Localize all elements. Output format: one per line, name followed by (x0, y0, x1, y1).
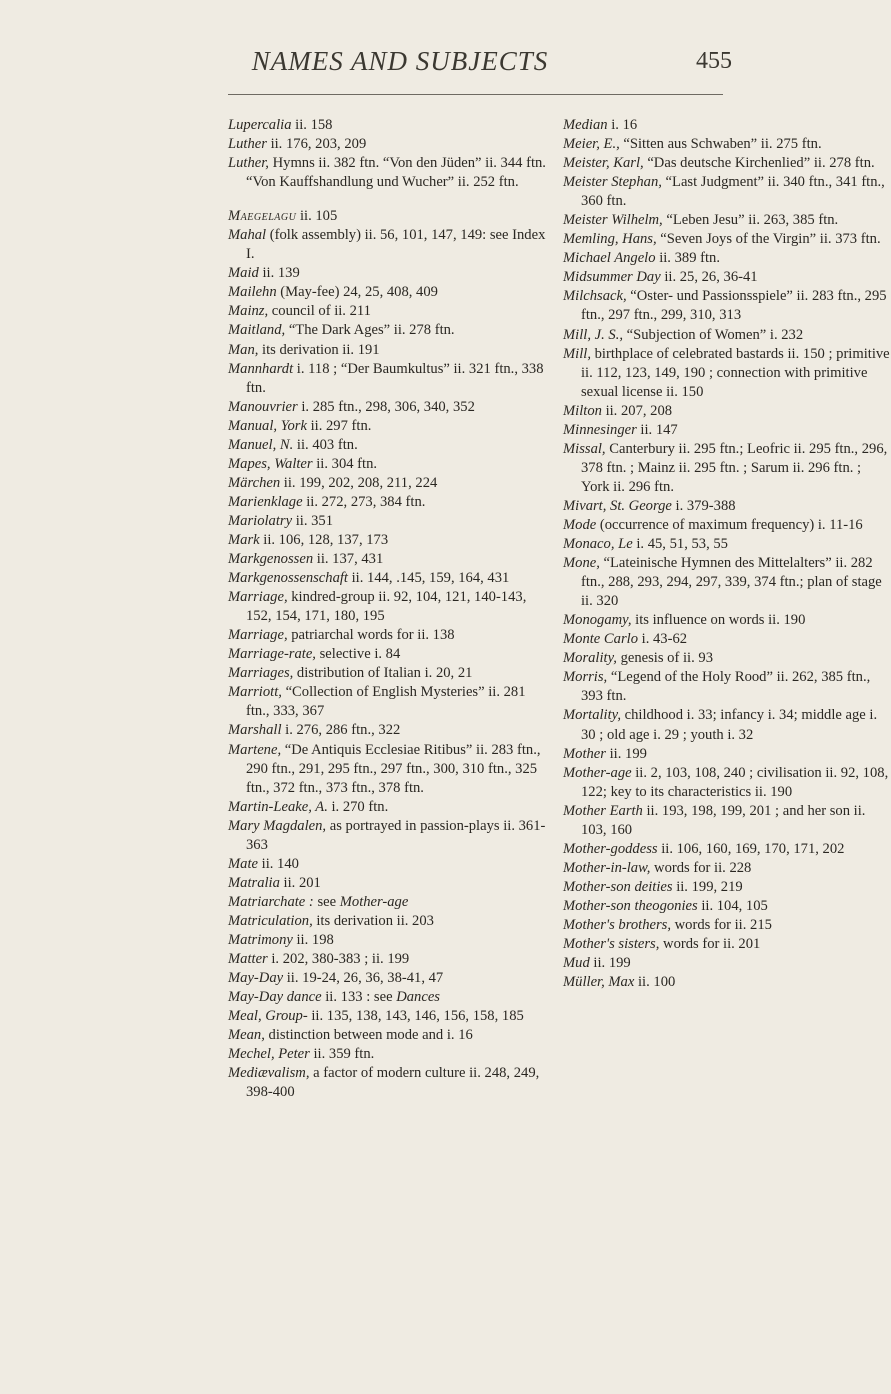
entry-heading: Markgenossen (228, 551, 314, 568)
index-entry (228, 264, 548, 283)
index-entry (228, 283, 548, 302)
index-entry (228, 493, 548, 512)
index-entry (228, 135, 548, 154)
index-entry (228, 1045, 548, 1064)
index-entry (228, 626, 548, 645)
index-entry (228, 417, 548, 436)
running-head (0, 46, 800, 86)
entry-references: ii. 389 ftn. (655, 250, 721, 267)
entry-references: (May-fee) 24, 25, 408, 409 (276, 284, 438, 301)
index-entry (563, 840, 891, 859)
index-entry (228, 531, 548, 550)
entry-heading: Mode (563, 516, 597, 533)
index-entry (563, 630, 891, 649)
index-entry (228, 931, 548, 950)
index-entry (563, 878, 891, 897)
entry-heading: Man, (228, 341, 259, 358)
entry-heading: Maitland, (228, 322, 286, 339)
index-entry (563, 611, 891, 630)
entry-references: ii. 199 (605, 745, 647, 762)
entry-references: words for ii. 201 (659, 936, 761, 953)
entry-heading: Mailehn (228, 284, 277, 301)
left-column (228, 116, 548, 1102)
index-entry (228, 912, 548, 931)
entry-heading: Mivart, St. George (563, 497, 672, 514)
index-entry (563, 345, 891, 402)
entry-heading: Mother-son deities (563, 878, 673, 895)
entry-references: ii. 105 (296, 208, 338, 225)
entry-references: ii. 137, 431 (313, 551, 384, 568)
entry-references: “Legend of the Holy Rood” ii. 262, 385 ftn., 393 ftn. (581, 669, 871, 705)
entry-heading: Markgenossenschaft (228, 570, 348, 587)
entry-references: words for ii. 228 (650, 859, 752, 876)
entry-references: ii. 198 (292, 931, 334, 948)
entry-references: “Last Judgment” ii. 340 ftn., 341 ftn., 360 ftn. (581, 174, 885, 210)
entry-references: i. 379-388 (671, 497, 736, 514)
entry-references: ii. 25, 26, 36-41 (660, 269, 758, 286)
index-entry (228, 398, 548, 417)
entry-heading: Matriculation, (228, 912, 313, 929)
entry-heading: Missal, (563, 440, 606, 457)
entry-references: its derivation ii. 203 (312, 912, 434, 929)
index-entry (228, 817, 548, 855)
entry-references: ii. 135, 138, 143, 146, 156, 158, 185 (307, 1008, 524, 1025)
page-title: NAMES AND SUBJECTS (251, 46, 549, 76)
index-entry (228, 116, 548, 135)
entry-heading: Meister Stephan, (563, 174, 662, 191)
index-entry (228, 683, 548, 721)
entry-references: “Seven Joys of the Virgin” ii. 373 ftn. (656, 231, 881, 248)
entry-heading: Mother (563, 745, 606, 762)
index-entry (228, 874, 548, 893)
entry-heading: Mill, J. S., (563, 326, 623, 343)
entry-heading: Marriage-rate, (228, 646, 316, 663)
entry-heading: Meister Wilhelm, (563, 212, 663, 229)
entry-references: genesis of ii. 93 (616, 650, 713, 667)
entry-heading: Meier, E., (563, 136, 620, 153)
index-entry (228, 1064, 548, 1102)
index-entry (563, 497, 891, 516)
index-entry (563, 516, 891, 535)
index-entry (563, 135, 891, 154)
entry-heading: Memling, Hans, (563, 231, 657, 248)
entry-references: ii. 304 ftn. (312, 455, 378, 472)
index-entry (563, 173, 891, 211)
index-entry (228, 664, 548, 683)
entry-heading: Martene, (228, 741, 282, 758)
entry-heading: Mean, (228, 1027, 265, 1044)
entry-references: ii. 106, 128, 137, 173 (259, 531, 389, 548)
entry-references: ii. 133 : see (321, 989, 397, 1006)
index-entry (563, 326, 891, 345)
index-entry (563, 706, 891, 744)
entry-references: birthplace of celebrated bastards ii. 150 ; primitive ii. 112, 123, 149, 190 ; connection with primitive sexual license ii. 150 (581, 345, 890, 400)
entry-heading: Luther (228, 136, 267, 153)
entry-heading: Mediævalism, (228, 1065, 310, 1082)
entry-heading: Marshall (228, 722, 282, 739)
entry-heading: Morality, (563, 650, 617, 667)
index-entry (563, 897, 891, 916)
entry-heading: Mother-age (563, 764, 632, 781)
entry-references: ii. 359 ftn. (309, 1046, 375, 1063)
index-entry (563, 649, 891, 668)
entry-references: selective i. 84 (315, 646, 401, 663)
index-entry (563, 668, 891, 706)
entry-references: ii. 2, 103, 108, 240 ; civilisation ii. 92, 108, 122; key to its characteristics ii. 190 (581, 764, 889, 800)
entry-references: ii. 199, 202, 208, 211, 224 (280, 474, 438, 491)
index-entry (228, 1026, 548, 1045)
entry-heading: Manouvrier (228, 398, 298, 415)
index-entry (228, 474, 548, 493)
index-entry (563, 554, 891, 611)
entry-references: i. 45, 51, 53, 55 (632, 536, 728, 553)
entry-heading: Mother's sisters, (563, 936, 660, 953)
entry-heading: Manual, York (228, 417, 307, 434)
index-entry (563, 859, 891, 878)
entry-heading: Maid (228, 265, 259, 282)
index-entry (563, 954, 891, 973)
entry-references: i. 43-62 (638, 631, 688, 648)
index-entry (228, 455, 548, 474)
entry-heading: Morris, (563, 669, 608, 686)
index-entry (563, 116, 891, 135)
entry-heading: Mate (228, 855, 258, 872)
entry-heading: Maegelagu (228, 208, 297, 225)
entry-heading: Mone, (563, 555, 600, 572)
index-entry (228, 798, 548, 817)
index-entry (228, 893, 548, 912)
index-entry (563, 402, 891, 421)
entry-references: a factor of modern culture ii. 248, 249, 398-400 (246, 1065, 540, 1101)
entry-heading: Mud (563, 955, 590, 972)
entry-heading: May-Day (228, 970, 284, 987)
entry-references: ii. 403 ftn. (293, 436, 358, 453)
entry-heading: Martin-Leake, A. (228, 798, 328, 815)
entry-heading: Mortality, (563, 707, 621, 724)
entry-references: ii. 106, 160, 169, 170, 171, 202 (657, 840, 845, 857)
entry-references: ii. 351 (292, 512, 334, 529)
index-entry (228, 1007, 548, 1026)
entry-heading: Mother-in-law, (563, 859, 651, 876)
entry-heading: Marriott, (228, 684, 282, 701)
entry-references: its derivation ii. 191 (258, 341, 380, 358)
entry-heading: Mannhardt (228, 360, 294, 377)
entry-references: i. 202, 380-383 ; ii. 199 (267, 951, 410, 968)
index-entry (228, 360, 548, 398)
index-entry (228, 226, 548, 264)
entry-references: Canterbury ii. 295 ftn.; Leofric ii. 295 ftn., 296, 378 ftn. ; Mainz ii. 295 ftn. ; Sarum ii. 296 ftn. ; York ii. 296 ftn. (581, 440, 888, 495)
entry-references: ii. 147 (636, 421, 678, 438)
entry-references: ii. 140 (258, 855, 299, 872)
index-entry (563, 249, 891, 268)
entry-heading: Milchsack, (563, 288, 627, 305)
entry-heading: May-Day dance (228, 989, 322, 1006)
index-entry (228, 207, 548, 226)
entry-references: ii. 158 (291, 117, 333, 133)
entry-heading: Mill, (563, 345, 591, 362)
index-entry (228, 721, 548, 740)
index-entry (228, 341, 548, 360)
entry-heading: Marriages, (228, 665, 294, 682)
entry-references: (occurrence of maximum frequency) i. 11-16 (596, 516, 863, 533)
entry-heading: Mariolatry (228, 512, 293, 529)
index-entry (228, 154, 548, 192)
entry-heading: Mother-goddess (563, 840, 658, 857)
index-entry (228, 988, 548, 1007)
entry-references: i. 276, 286 ftn., 322 (281, 722, 401, 739)
entry-references: ii. 139 (258, 265, 300, 282)
entry-references: its influence on words ii. 190 (631, 612, 806, 629)
entry-heading: Mother's brothers, (563, 916, 671, 933)
index-entry (563, 745, 891, 764)
index-entry (563, 935, 891, 954)
index-entry (563, 973, 891, 992)
index-entry (228, 950, 548, 969)
entry-heading: Luther, (228, 155, 269, 172)
entry-references: “The Dark Ages” ii. 278 ftn. (285, 322, 455, 339)
index-entry (563, 440, 891, 497)
entry-heading: Matralia (228, 874, 280, 891)
header-rule (228, 94, 723, 95)
entry-references: ii. 207, 208 (601, 402, 673, 419)
entry-heading: Minnesinger (563, 421, 637, 438)
entry-heading: Meister, Karl, (563, 155, 644, 172)
index-entry (228, 436, 548, 455)
index-entry (228, 512, 548, 531)
entry-references: ii. 199, 219 (672, 878, 743, 895)
entry-heading: Märchen (228, 474, 281, 491)
right-column (563, 116, 891, 992)
entry-heading: Manuel, N. (228, 436, 294, 453)
entry-heading: Mary Magdalen, (228, 817, 327, 834)
entry-heading: Mother Earth (563, 802, 643, 819)
entry-heading: Marriage, (228, 627, 288, 644)
entry-heading: Matrimony (228, 931, 293, 948)
entry-references: i. 285 ftn., 298, 306, 340, 352 (297, 398, 475, 415)
index-entry (563, 535, 891, 554)
entry-references: ii. 176, 203, 209 (266, 136, 367, 153)
index-entry (563, 211, 891, 230)
index-entry (563, 154, 891, 173)
entry-references: ii. 144, .145, 159, 164, 431 (347, 570, 510, 587)
entry-references: “Das deutsche Kirchenlied” ii. 278 ftn. (643, 155, 875, 172)
entry-references: ii. 104, 105 (697, 897, 768, 914)
index-entry (228, 741, 548, 798)
entry-heading: Marienklage (228, 493, 303, 510)
index-entry (228, 569, 548, 588)
entry-references: “De Antiquis Ecclesiae Ritibus” ii. 283 ftn., 290 ftn., 291, 295 ftn., 297 ftn., 300, 310 ftn., 325 ftn., 372 ftn., 373 ftn., 378 ftn. (246, 741, 541, 796)
entry-heading: Monaco, Le (563, 536, 633, 553)
entry-references: childhood i. 33; infancy i. 34; middle age i. 30 ; old age i. 29 ; youth i. 32 (581, 707, 878, 743)
entry-heading: Mahal (228, 227, 267, 244)
entry-cross-reference: Mother-age (339, 893, 409, 910)
entry-references: ii. 19-24, 26, 36, 38-41, 47 (283, 970, 444, 987)
entry-heading: Monte Carlo (563, 631, 638, 648)
entry-heading: Mark (228, 531, 260, 548)
entry-heading: Matriarchate : (228, 893, 314, 910)
entry-heading: Müller, Max (563, 974, 635, 991)
entry-references: see (313, 893, 340, 910)
entry-heading: Mapes, Walter (228, 455, 313, 472)
entry-references: Hymns ii. 382 ftn. “Von den Jüden” ii. 344 ftn. “Von Kauffshandlung und Wucher” ii. 252 ftn. (246, 155, 546, 191)
entry-heading: Meal, Group- (228, 1008, 308, 1025)
entry-references: council of ii. 211 (268, 303, 371, 320)
entry-heading: Milton (563, 402, 602, 419)
index-entry (563, 802, 891, 840)
entry-heading: Mainz, (228, 303, 269, 320)
entry-references: ii. 297 ftn. (306, 417, 372, 434)
index-entry (228, 645, 548, 664)
entry-references: kindred-group ii. 92, 104, 121, 140-143, 152, 154, 171, 180, 195 (246, 589, 527, 625)
entry-references: “Leben Jesu” ii. 263, 385 ftn. (662, 212, 839, 229)
entry-references: patriarchal words for ii. 138 (287, 627, 455, 644)
index-entry (563, 268, 891, 287)
entry-references: distribution of Italian i. 20, 21 (293, 665, 473, 682)
entry-references: “Sitten aus Schwaben” ii. 275 ftn. (619, 136, 822, 153)
index-entry (563, 230, 891, 249)
entry-heading: Mechel, Peter (228, 1046, 310, 1063)
entry-references: (folk assembly) ii. 56, 101, 147, 149: see Index I. (246, 227, 546, 263)
entry-references: ii. 272, 273, 384 ftn. (302, 493, 426, 510)
entry-references: “Subjection of Women” i. 232 (623, 326, 804, 343)
entry-references: ii. 199 (589, 955, 631, 972)
entry-heading: Matter (228, 951, 268, 968)
entry-references: ii. 100 (634, 974, 676, 991)
entry-references: i. 118 ; “Der Baumkultus” ii. 321 ftn., 338 ftn. (246, 360, 544, 396)
entry-heading: Michael Angelo (563, 250, 656, 267)
index-entry (228, 302, 548, 321)
entry-heading: Mother-son theogonies (563, 897, 698, 914)
entry-heading: Monogamy, (563, 612, 632, 629)
entry-references: distinction between mode and i. 16 (264, 1027, 473, 1044)
index-entry (563, 421, 891, 440)
page-number: 455 (696, 48, 732, 74)
entry-heading: Midsummer Day (563, 269, 661, 286)
entry-cross-reference: Dances (396, 989, 440, 1006)
index-entry (228, 855, 548, 874)
index-entry (228, 588, 548, 626)
index-entry (563, 916, 891, 935)
index-entry (563, 287, 891, 325)
entry-heading: Median (563, 117, 608, 133)
entry-heading: Marriage, (228, 589, 288, 606)
index-entry (563, 764, 891, 802)
entry-references: i. 16 (607, 117, 638, 133)
entry-references: i. 270 ftn. (327, 798, 389, 815)
entry-references: “Collection of English Mysteries” ii. 281 ftn., 333, 367 (246, 684, 526, 720)
entry-references: words for ii. 215 (670, 916, 772, 933)
entry-heading: Lupercalia (228, 117, 292, 133)
entry-references: as portrayed in passion-plays ii. 361-363 (246, 817, 546, 853)
entry-references: “Lateinische Hymnen des Mittelalters” ii. 282 ftn., 288, 293, 294, 297, 339, 374 ftn.; plan of stage ii. 320 (581, 555, 882, 610)
index-entry (228, 969, 548, 988)
entry-references: ii. 201 (279, 874, 321, 891)
entry-references: “Oster- und Passionsspiele” ii. 283 ftn., 295 ftn., 297 ftn., 299, 310, 313 (581, 288, 887, 324)
index-entry (228, 321, 548, 340)
entry-references: ii. 193, 198, 199, 201 ; and her son ii. 103, 160 (581, 802, 866, 838)
index-entry (228, 550, 548, 569)
